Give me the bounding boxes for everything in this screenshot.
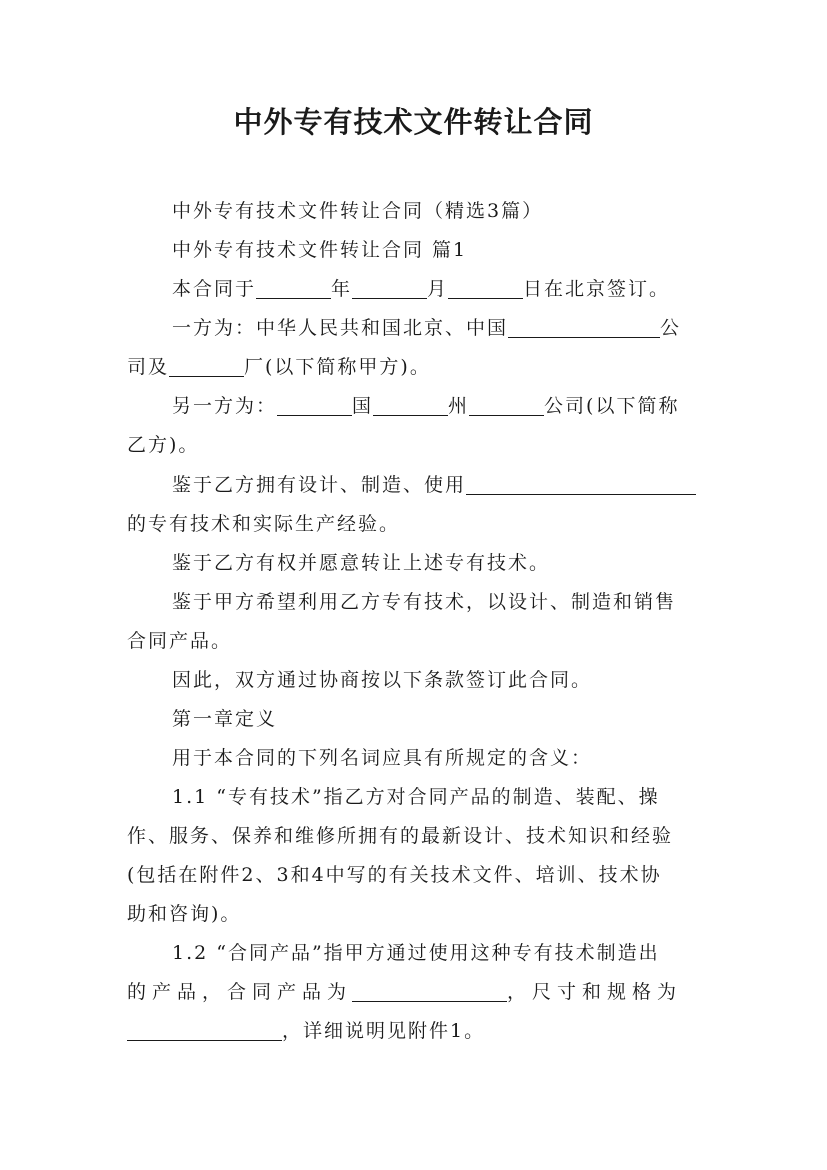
party-b-state-blank (373, 389, 448, 416)
party-a-prefix: 一方为：中华人民共和国北京、中国 (172, 317, 509, 339)
party-b-suffix: 公司(以下简称 (544, 395, 680, 417)
clause-1-2-line-1: 1.2 “合同产品”指甲方通过使用这种专有技术制造出 (172, 942, 660, 964)
party-a-line2-prefix: 司及 (127, 356, 170, 378)
party-b-line-1 (172, 387, 679, 425)
whereas-1-line-1 (172, 466, 696, 504)
signing-line (172, 270, 670, 308)
document-title: 中外专有技术文件转让合同 (233, 105, 594, 139)
whereas-3-line-2: 合同产品。 (127, 630, 233, 652)
party-b-company-blank (469, 389, 544, 416)
whereas-3-line-1: 鉴于甲方希望利用乙方专有技术，以设计、制造和销售 (172, 591, 677, 613)
definitions-intro: 用于本合同的下列名词应具有所规定的含义： (172, 747, 593, 769)
month-blank (352, 272, 427, 299)
signing-prefix: 本合同于 (172, 278, 257, 300)
clause-1-2-line3-suffix: ，详细说明见附件1。 (282, 1020, 486, 1042)
chapter-1-heading: 第一章定义 (172, 708, 278, 730)
clause-1-1-line-3: (包括在附件2、3和4中写的有关技术文件、培训、技术协 (127, 864, 662, 886)
whereas-2: 鉴于乙方有权并愿意转让上述专有技术。 (172, 552, 551, 574)
party-a-line-1 (172, 309, 681, 347)
signing-year: 年 (331, 278, 353, 300)
clause-1-2-line2-suffix: ，尺寸和规格为 (507, 981, 683, 1003)
clause-1-2-line-2 (127, 973, 682, 1011)
party-b-prefix: 另一方为： (172, 395, 278, 417)
clause-1-1-line-2: 作、服务、保养和维修所拥有的最新设计、技术知识和经验 (127, 825, 674, 847)
clause-1-2-line-3 (127, 1012, 485, 1050)
party-a-factory-blank (169, 350, 244, 377)
therefore-paragraph: 因此，双方通过协商按以下条款签订此合同。 (172, 669, 593, 691)
signing-day-suffix: 日在北京签订。 (523, 278, 671, 300)
clause-1-2-line2-prefix: 的产品，合同产品为 (127, 981, 353, 1003)
signing-month: 月 (427, 278, 449, 300)
party-a-line-2 (127, 348, 431, 386)
part-heading: 中外专有技术文件转让合同 篇1 (172, 239, 468, 261)
party-a-suffix: 公 (660, 317, 682, 339)
whereas-1-blank (466, 468, 696, 495)
party-b-country: 国 (352, 395, 374, 417)
specification-blank (127, 1014, 282, 1041)
party-b-country-blank (277, 389, 352, 416)
whereas-1-line-2: 的专有技术和实际生产经验。 (127, 513, 401, 535)
party-b-state: 州 (448, 395, 470, 417)
clause-1-1-line-1: 1.1 “专有技术”指乙方对合同产品的制造、装配、操 (172, 786, 660, 808)
clause-1-1-line-4: 助和咨询)。 (127, 903, 242, 925)
subtitle: 中外专有技术文件转让合同（精选3篇） (172, 200, 544, 222)
party-a-line2-suffix: 厂(以下简称甲方)。 (244, 356, 431, 378)
year-blank (256, 272, 331, 299)
day-blank (448, 272, 523, 299)
party-a-company-blank (508, 311, 660, 338)
whereas-1-prefix: 鉴于乙方拥有设计、制造、使用 (172, 474, 467, 496)
contract-product-blank (352, 975, 507, 1002)
party-b-line-2: 乙方)。 (127, 434, 200, 456)
